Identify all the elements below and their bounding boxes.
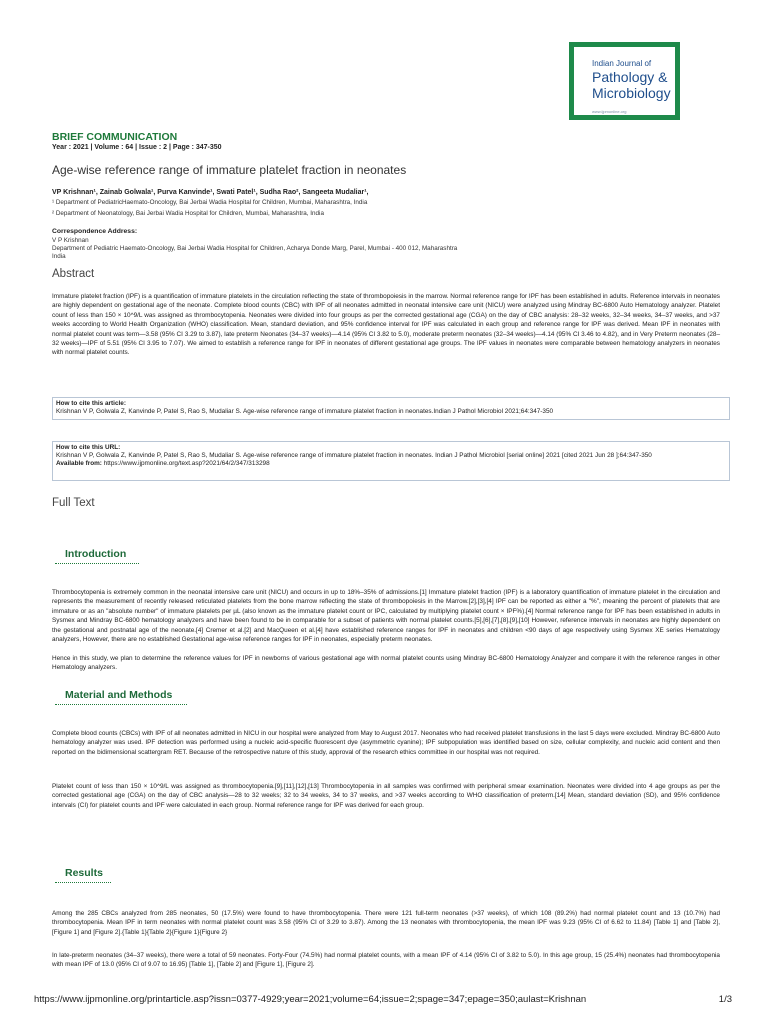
introduction-heading: Introduction	[65, 548, 126, 560]
results-paragraph-1: Among the 285 CBCs analyzed from 285 neonates, 50 (17.5%) were found to have thrombocytopenia. There were 121 full-term neonates (>37 weeks), of which 108 (89.2%) had normal platelet count and 13 (10.7%) had thrombocytopenia. Mean IPF in term neonates with normal platelet count was 3.58 (95% CI of 3.29 to 3.87). Among the 13 neonates with thrombocytopenia, the mean IPF was 9.23 (95% CI of 6.62 to 11.84) [Table 1] and [Table 2], [Figure 1] and [Figure 2].{Table 1}{Table 2}{Figure 1}{Figure 2}	[52, 910, 720, 936]
correspondence-country: India	[52, 253, 66, 260]
heading-underline	[55, 563, 139, 564]
full-text-heading: Full Text	[52, 497, 95, 509]
cite-url-box	[52, 441, 730, 481]
abstract-heading: Abstract	[52, 268, 95, 280]
section-type-label: BRIEF COMMUNICATION	[52, 131, 178, 143]
introduction-paragraph-2: Hence in this study, we plan to determine the reference values for IPF in newborns of various gestational age with normal platelet counts using Mindray BC-6800 Hematology Analyzer and compare it with the reference ranges in other Hematology analyzers.	[52, 655, 720, 672]
journal-logo-url: www.ijpmonline.org	[592, 109, 627, 114]
abstract-text: Immature platelet fraction (IPF) is a quantification of immature platelets in the circulation reflecting the state of thrombopoiesis in the marrow. Normal reference range for IPF has been established in adults. Reference intervals in neonates are highly dependent on gestational age of the neonate. Complete blood counts (CBC) with IPF of all neonates admitted in neonatal intensive care unit (NICU) were analyzed using Mindray BC-6800 Auto Hematology analyzer. Platelet count of less than 150 × 10^9/L was assigned as thrombocytopenia. Neonates were divided into four groups as per the corrected gestational age (CGA) on the day of CBC analysis: 28–32 weeks, 32–34 weeks, 34–37 weeks, and >37 weeks according to World Health Organization (WHO) classification. Mean, standard deviation, and 95% confidence interval for IPF was calculated in each group and reference range for IPF was derived. Mean IPF in neonates with normal platelet count was term—3.58 (95% CI 3.29 to 3.87), late preterm Neonates (34–37 weeks)—4.14 (95% CI 3.82 to 5.0), moderate preterm neonates (32–34 weeks)—4.14 (95% CI 3.46 to 4.82), and in Very Preterm neonates (28–32 weeks)—IPF of 5.51 (95% CI 3.95 to 7.07). We aimed to establish a reference range for IPF in neonates of different gestational age groups. The IPF values in neonates were comparable between hematology analyzers in neonates with normal platelet counts.	[52, 293, 720, 357]
journal-logo-line2: Pathology & Microbiology	[592, 69, 671, 101]
available-from-link[interactable]: https://www.ijpmonline.org/text.asp?2021/64/2/347/313298	[103, 460, 270, 468]
methods-paragraph-2: Platelet count of less than 150 × 10^9/L was assigned as thrombocytopenia.[9],[11],[12],[13] Thrombocytopenia in all samples was confirmed with peripheral smear examination. Neonates were divided into 4 age groups as per the corrected gestational age (CGA) on the day of CBC analysis—28 to 32 weeks; 32 to 34 weeks, 34 to 37 weeks, and >37 weeks according to WHO classification of preterm.[14] Mean, standard deviation (SD), and 95% confidence intervals (CI) for platelet counts and IPF were calculated in each group. Normal reference range for IPF was derived for each group.	[52, 783, 720, 809]
correspondence-name: V P Krishnan	[52, 237, 89, 244]
cite-article-box	[52, 397, 730, 420]
heading-underline	[55, 882, 111, 883]
cite-article-text: Krishnan V P, Golwala Z, Kanvinde P, Patel S, Rao S, Mudaliar S. Age-wise reference range of immature platelet fraction in neonates.Indian J Pathol Microbiol 2021;64:347-350	[56, 408, 554, 416]
introduction-paragraph-1: Thrombocytopenia is extremely common in the neonatal intensive care unit (NICU) and occurs in up to 18%–35% of admissions.[1] Immature platelet fraction (IPF) is a laboratory quantification of immature platelet in the circulation and represents the measurement of recently released reticulated platelets from the bone marrow reflecting the state of thrombopoiesis in the Marrow.[2],[3],[4] IPF can be reported as either a "%", meaning the percent of platelets that are immature or as an "absolute number" of immature platelets per µL (also known as the immature platelet count or IPC, calculated by multiplying platelet count × IPF%).[4] Normal reference range for IPF has been established in adults in Sysmex and Mindray BC-6800 hematology analyzers and have been found to be in comparable for a subset of patients with normal platelet counts.[5],[6],[7],[8],[9],[10] However, reference intervals in neonates are highly dependent on the gestational and postnatal age of the neonate.[4] Cremer et al.[2] and MacQueen et al.[4] have established reference ranges for IPF in neonates and children <90 days of age respectively using Sysmex XE series Hematology analyzers, However, there are no established Gestational age-wise reference ranges for IPF in neonates, especially preterm neonates.	[52, 589, 720, 644]
affiliation-1: ¹ Department of PediatricHaemato-Oncology, Bai Jerbai Wadia Hospital for Children, Mumbai, Maharashtra, India	[52, 199, 368, 206]
issue-line: Year : 2021 | Volume : 64 | Issue : 2 | Page : 347-350	[52, 144, 222, 151]
journal-logo[interactable]	[569, 42, 680, 120]
heading-underline	[55, 704, 187, 705]
cite-article-heading: How to cite this article:	[56, 400, 126, 407]
cite-url-text: Krishnan V P, Golwala Z, Kanvinde P, Patel S, Rao S, Mudaliar S. Age-wise reference range of immature platelet fraction in neonates. Indian J Pathol Microbiol [serial online] 2021 [cited 2021 Jun 28 ];64:347-350	[56, 452, 652, 460]
results-paragraph-2: In late-preterm neonates (34–37 weeks), there were a total of 59 neonates. Forty-Four (74.5%) had normal platelet counts, with a mean IPF of 4.14 (95% CI of 3.82 to 5.0). In this age group, 15 (25.4%) neonates had thrombocytopenia with mean IPF of 13.0 (95% CI of 9.07 to 16.95) [Table 1], [Table 2] and [Figure 1], [Figure 2].	[52, 952, 720, 969]
page-number: 1/3	[718, 994, 732, 1005]
available-from-label: Available from:	[56, 460, 102, 468]
results-heading: Results	[65, 867, 103, 879]
cite-url-heading: How to cite this URL:	[56, 444, 121, 451]
print-url: https://www.ijpmonline.org/printarticle.asp?issn=0377-4929;year=2021;volume=64;issue=2;spage=347;epage=350;aulast=Krishnan	[34, 994, 587, 1005]
correspondence-heading: Correspondence Address:	[52, 228, 138, 235]
methods-heading: Material and Methods	[65, 689, 172, 701]
correspondence-address: Department of Pediatric Haemato-Oncology, Bai Jerbai Wadia Hospital for Children, Acharya Donde Marg, Parel, Mumbai - 400 012, Maharashtra	[52, 245, 458, 252]
article-title: Age-wise reference range of immature platelet fraction in neonates	[52, 163, 407, 177]
journal-logo-line1: Indian Journal of	[592, 59, 652, 68]
methods-paragraph-1: Complete blood counts (CBCs) with IPF of all neonates admitted in NICU in our hospital were analyzed from May to August 2017. Neonates who had received platelet transfusions in the last 5 days were excluded. Mindray BC-6800 Auto hematology analyzer was used. IPF detection was performed using a nucleic acid-specific fluorescent dye (asymmetric cyanine); IPF subpopulation was identified based on size, cellular complexity, and nucleic acid content and then reported on the bidimensional scattergram RET. Because of the retrospective nature of this study, approval of the research ethics committee in our hospital was not required.	[52, 730, 720, 756]
author-list[interactable]: VP Krishnan¹, Zainab Golwala¹, Purva Kanvinde¹, Swati Patel¹, Sudha Rao², Sangeeta Mudaliar¹,	[52, 189, 369, 196]
affiliation-2: ² Department of Neonatology, Bai Jerbai Wadia Hospital for Children, Mumbai, Maharashtra, India	[52, 210, 324, 217]
